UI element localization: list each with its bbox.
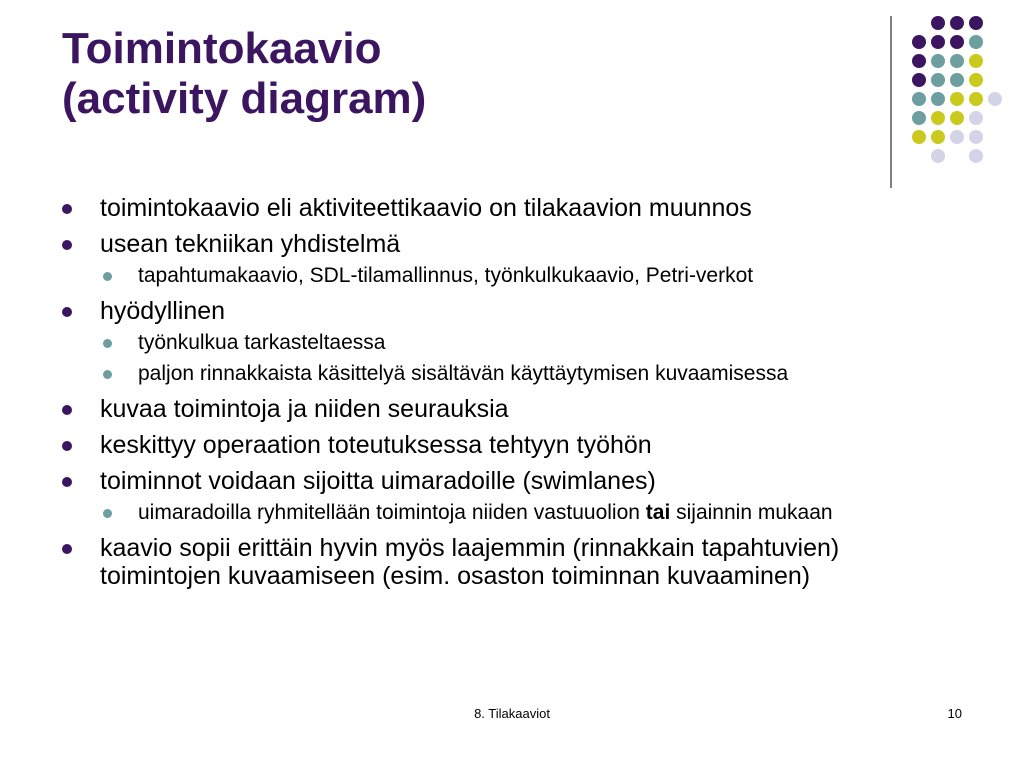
decorative-dot [912, 35, 926, 49]
slide-title [62, 24, 426, 124]
decorative-dot [931, 35, 945, 49]
sub-bullet-dot-icon [103, 339, 112, 348]
bullet-list [60, 194, 960, 598]
decorative-dot [950, 73, 964, 87]
bullet-text: kuvaa toimintoja ja niiden seurauksia [100, 395, 509, 423]
bullet-text: toiminnot voidaan sijoitta uimaradoille (swimlanes) [100, 467, 656, 495]
sub-bullet-text: paljon rinnakkaista käsittelyä sisältävän käyttäytymisen kuvaamisessa [138, 362, 789, 385]
sub-bullet-dot-icon [103, 272, 112, 281]
decorative-dot [950, 130, 964, 144]
bullet-dot-icon [62, 307, 72, 317]
slide-title-line2: (activity diagram) [62, 74, 427, 123]
bullet-text: hyödyllinen [100, 297, 226, 325]
decorative-dot [969, 149, 983, 163]
bullet-dot-icon [62, 477, 72, 487]
bullet-text: kaavio sopii erittäin hyvin myös laajemmin (rinnakkain tapahtuvien) toimintojen kuvaamiseen (esim. osaston toiminnan kuvaaminen) [100, 534, 840, 590]
sub-bullet-text-bold: tai [645, 501, 671, 524]
sub-bullet-text-part1: uimaradoilla ryhmitellään toimintoja niiden vastuuolion [138, 501, 646, 524]
bullet-dot-icon [62, 204, 72, 214]
sub-bullet-item [60, 264, 960, 288]
bullet-item [60, 297, 960, 325]
bullet-text: keskittyy operaation toteutuksessa tehtyyn työhön [100, 431, 652, 459]
footer-chapter: 8. Tilakaaviot [474, 706, 550, 721]
decorative-dot [950, 16, 964, 30]
decorative-dot [950, 111, 964, 125]
decorative-dot [950, 92, 964, 106]
sub-bullet-text-part2: sijainnin mukaan [670, 501, 833, 524]
decorative-dot [912, 54, 926, 68]
sub-bullet-item [60, 362, 838, 386]
decorative-dot [931, 149, 945, 163]
decorative-dot [931, 16, 945, 30]
decorative-dot [931, 54, 945, 68]
footer-page-number: 10 [947, 706, 962, 721]
decorative-dot [931, 73, 945, 87]
bullet-item [60, 395, 960, 423]
decorative-dot [912, 92, 926, 106]
bullet-dot-icon [62, 544, 72, 554]
decorative-dot [969, 111, 983, 125]
bullet-text: toimintokaavio eli aktiviteettikaavio on tilakaavion muunnos [100, 194, 752, 222]
bullet-item [60, 534, 960, 590]
decorative-dot [912, 73, 926, 87]
decorative-dot [969, 35, 983, 49]
decorative-dot [931, 92, 945, 106]
decorative-dot [969, 130, 983, 144]
sub-bullet-dot-icon [103, 509, 112, 518]
bullet-text: usean tekniikan yhdistelmä [100, 230, 401, 258]
bullet-item [60, 467, 960, 495]
sub-bullet-text: työnkulkua tarkasteltaessa [138, 331, 386, 354]
bullet-item [60, 431, 960, 459]
decorative-dot [988, 92, 1002, 106]
decorative-dot [969, 54, 983, 68]
bullet-item [60, 230, 960, 258]
slide-title-line1: Toimintokaavio [62, 24, 382, 73]
bullet-dot-icon [62, 441, 72, 451]
decorative-dot [931, 111, 945, 125]
decorative-dot [912, 111, 926, 125]
decorative-divider [890, 16, 892, 188]
sub-bullet-dot-icon [103, 370, 112, 379]
bullet-dot-icon [62, 405, 72, 415]
sub-bullet-item [60, 331, 960, 355]
decorative-dot [950, 54, 964, 68]
decorative-dot [969, 16, 983, 30]
sub-bullet-item [60, 501, 928, 525]
decorative-dot [969, 73, 983, 87]
sub-bullet-text: tapahtumakaavio, SDL-tilamallinnus, työnkulkukaavio, Petri-verkot [138, 264, 754, 287]
decorative-dot [931, 130, 945, 144]
decorative-dot [912, 130, 926, 144]
decorative-dot [969, 92, 983, 106]
decorative-dot [950, 35, 964, 49]
bullet-dot-icon [62, 240, 72, 250]
bullet-item [60, 194, 960, 222]
